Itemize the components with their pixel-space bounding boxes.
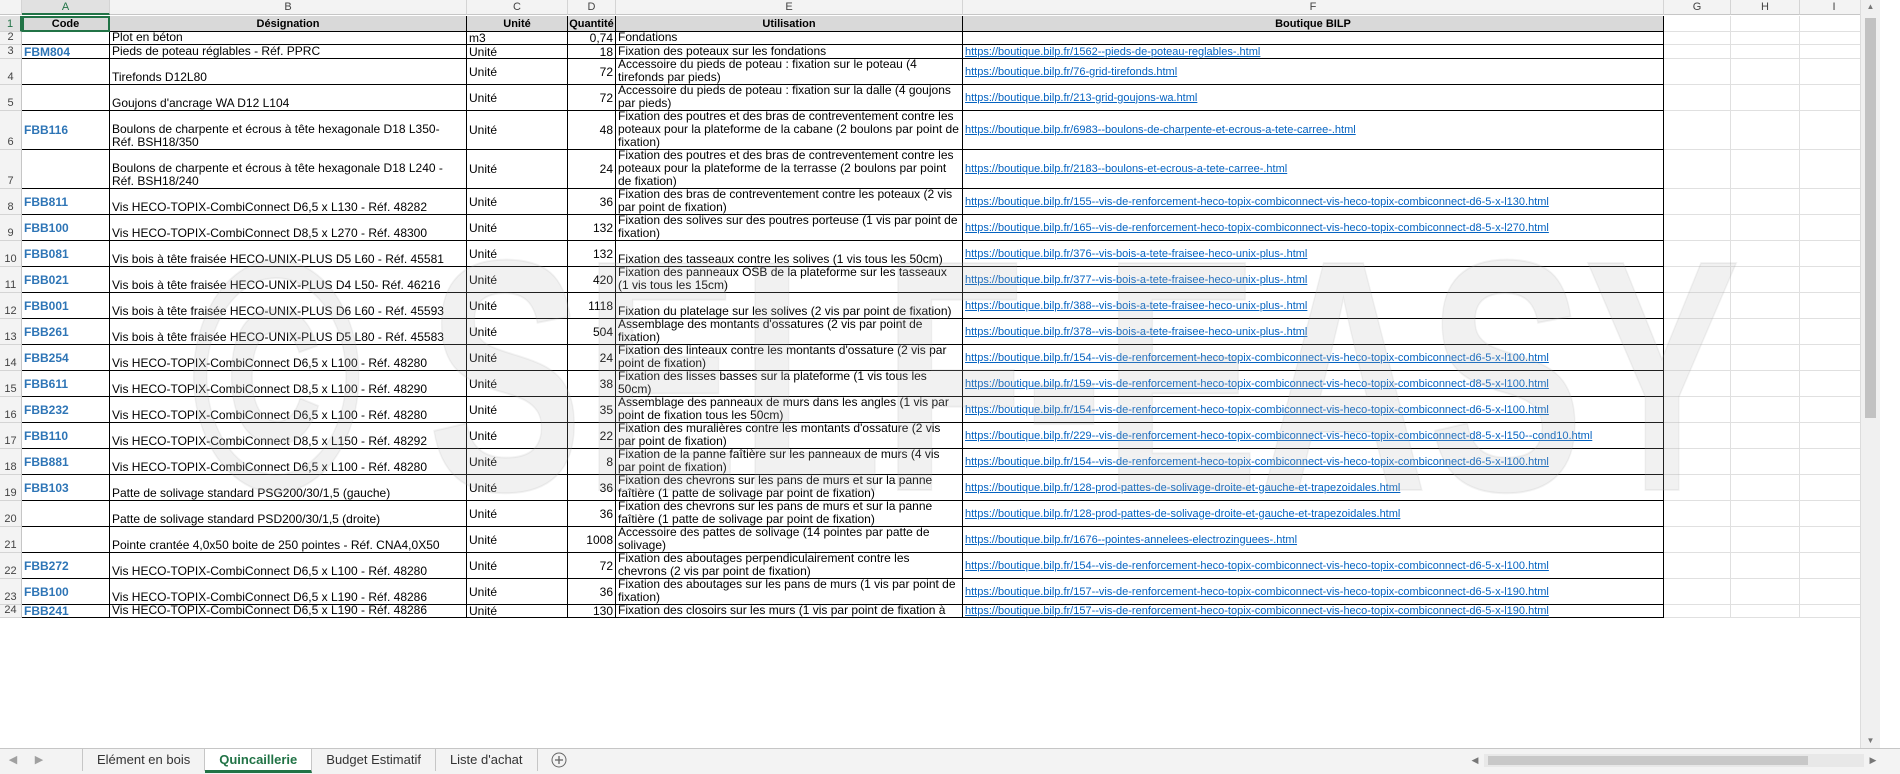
column-header[interactable]: B	[110, 0, 467, 15]
code-cell[interactable]: FBB241	[22, 605, 110, 618]
code-cell[interactable]: FBB881	[22, 449, 110, 475]
scroll-up-icon[interactable]: ▲	[1866, 2, 1875, 11]
boutique-link[interactable]: https://boutique.bilp.fr/377--vis-bois-a-tete-fraisee-heco-unix-plus-.html	[963, 267, 1664, 293]
boutique-link[interactable]	[963, 32, 1664, 45]
quantite-cell[interactable]: 1118	[568, 293, 616, 319]
utilisation-cell[interactable]: Fixation des poutres et des bras de contreventement contre les poteaux pour la plateforme de la cabane (2 boulons par point de fixation)	[616, 111, 963, 150]
unite-cell[interactable]: Unité	[467, 553, 568, 579]
unite-cell[interactable]: Unité	[467, 241, 568, 267]
sheet-tab[interactable]: Liste d'achat	[436, 749, 538, 771]
code-cell[interactable]: FBB103	[22, 475, 110, 501]
empty-cell[interactable]	[1800, 215, 1869, 241]
unite-cell[interactable]: m3	[467, 32, 568, 45]
row-number[interactable]: 9	[0, 215, 22, 241]
quantite-cell[interactable]: 36	[568, 475, 616, 501]
designation-cell[interactable]: Goujons d'ancrage WA D12 L104	[110, 85, 467, 111]
table-row	[0, 111, 1880, 150]
empty-cell[interactable]	[1800, 397, 1869, 423]
row-number[interactable]: 13	[0, 319, 22, 345]
empty-cell[interactable]	[1731, 319, 1800, 345]
designation-cell[interactable]: Vis HECO-TOPIX-CombiConnect D6,5 x L100 - Réf. 48280	[110, 449, 467, 475]
table-row	[0, 45, 1880, 59]
designation-cell[interactable]: Boulons de charpente et écrous à tête hexagonale D18 L350- Réf. BSH18/350	[110, 111, 467, 150]
unite-cell[interactable]: Unité	[467, 527, 568, 553]
boutique-link[interactable]: https://boutique.bilp.fr/378--vis-bois-a-tete-fraisee-heco-unix-plus-.html	[963, 319, 1664, 345]
scroll-down-icon[interactable]: ▼	[1866, 736, 1875, 745]
empty-cell[interactable]	[1664, 579, 1731, 605]
sheet-tab[interactable]: Elément en bois	[82, 749, 205, 771]
empty-cell[interactable]	[1664, 45, 1731, 59]
row-number[interactable]: 15	[0, 371, 22, 397]
vertical-scroll-thumb[interactable]	[1865, 18, 1876, 418]
table-row	[0, 397, 1880, 423]
column-header[interactable]: I	[1800, 0, 1869, 15]
header-row	[0, 16, 1880, 32]
header-quantite[interactable]: Quantité	[568, 16, 616, 32]
utilisation-cell[interactable]: Fixation des poteaux sur les fondations	[616, 45, 963, 59]
quantite-cell[interactable]: 36	[568, 579, 616, 605]
header-designation[interactable]: Désignation	[110, 16, 467, 32]
quantite-cell[interactable]: 24	[568, 345, 616, 371]
code-cell[interactable]: FBB261	[22, 319, 110, 345]
empty-cell[interactable]	[1664, 267, 1731, 293]
quantite-cell[interactable]: 1008	[568, 527, 616, 553]
scroll-right-icon[interactable]: ▶	[1869, 755, 1877, 765]
unite-cell[interactable]: Unité	[467, 111, 568, 150]
empty-cell[interactable]	[1731, 16, 1800, 32]
boutique-link[interactable]: https://boutique.bilp.fr/6983--boulons-de-charpente-et-ecrous-a-tete-carree-.html	[963, 111, 1664, 150]
designation-cell[interactable]: Vis HECO-TOPIX-CombiConnect D6,5 x L190 - Réf. 48286	[110, 605, 467, 618]
column-header[interactable]: E	[616, 0, 963, 15]
empty-cell[interactable]	[1731, 189, 1800, 215]
header-boutique[interactable]: Boutique BILP	[963, 16, 1664, 32]
empty-cell[interactable]	[1664, 345, 1731, 371]
boutique-link[interactable]: https://boutique.bilp.fr/154--vis-de-renforcement-heco-topix-combiconnect-vis-heco-topix-combiconnect-d6-5-x-l100.html	[963, 397, 1664, 423]
utilisation-cell[interactable]: Assemblage des montants d'ossatures (2 vis par point de fixation)	[616, 319, 963, 345]
empty-cell[interactable]	[1800, 449, 1869, 475]
designation-cell[interactable]: Boulons de charpente et écrous à tête hexagonale D18 L240 - Réf. BSH18/240	[110, 150, 467, 189]
row-number[interactable]: 6	[0, 111, 22, 150]
empty-cell[interactable]	[1731, 59, 1800, 85]
quantite-cell[interactable]: 72	[568, 85, 616, 111]
code-cell[interactable]	[22, 85, 110, 111]
row-number[interactable]: 20	[0, 501, 22, 527]
utilisation-cell[interactable]: Fixation des bras de contreventement contre les poteaux (2 vis par point de fixation)	[616, 189, 963, 215]
boutique-link[interactable]: https://boutique.bilp.fr/159--vis-de-renforcement-heco-topix-combiconnect-vis-heco-topix-combiconnect-d8-5-x-l100.html	[963, 371, 1664, 397]
code-cell[interactable]: FBB081	[22, 241, 110, 267]
table-row	[0, 32, 1880, 45]
designation-cell[interactable]: Vis HECO-TOPIX-CombiConnect D6,5 x L130 - Réf. 48282	[110, 189, 467, 215]
empty-cell[interactable]	[1800, 345, 1869, 371]
empty-cell[interactable]	[1800, 553, 1869, 579]
designation-cell[interactable]: Vis bois à tête fraisée HECO-UNIX-PLUS D6 L60 - Réf. 45593	[110, 293, 467, 319]
column-header[interactable]: F	[963, 0, 1664, 15]
designation-cell[interactable]: Tirefonds D12L80	[110, 59, 467, 85]
utilisation-cell[interactable]: Fixation des aboutages sur les pans de murs (1 vis par point de fixation)	[616, 579, 963, 605]
code-cell[interactable]	[22, 59, 110, 85]
empty-cell[interactable]	[1800, 527, 1869, 553]
empty-cell[interactable]	[1664, 553, 1731, 579]
empty-cell[interactable]	[1731, 111, 1800, 150]
table-row	[0, 215, 1880, 241]
empty-cell[interactable]	[1664, 605, 1731, 618]
quantite-cell[interactable]: 38	[568, 371, 616, 397]
empty-cell[interactable]	[1731, 293, 1800, 319]
quantite-cell[interactable]: 18	[568, 45, 616, 59]
table-row	[0, 85, 1880, 111]
row-number[interactable]: 3	[0, 45, 22, 59]
empty-cell[interactable]	[1664, 32, 1731, 45]
empty-cell[interactable]	[1664, 16, 1731, 32]
column-header[interactable]: H	[1731, 0, 1800, 15]
boutique-link[interactable]: https://boutique.bilp.fr/154--vis-de-renforcement-heco-topix-combiconnect-vis-heco-topix-combiconnect-d6-5-x-l100.html	[963, 345, 1664, 371]
row-number[interactable]: 23	[0, 579, 22, 605]
empty-cell[interactable]	[1800, 111, 1869, 150]
boutique-link[interactable]: https://boutique.bilp.fr/128-prod-pattes-de-solivage-droite-et-gauche-et-trapezoidales.html	[963, 475, 1664, 501]
row-number[interactable]: 2	[0, 32, 22, 45]
boutique-link[interactable]: https://boutique.bilp.fr/376--vis-bois-a-tete-fraisee-heco-unix-plus-.html	[963, 241, 1664, 267]
boutique-link[interactable]: https://boutique.bilp.fr/155--vis-de-renforcement-heco-topix-combiconnect-vis-heco-topix-combiconnect-d6-5-x-l130.html	[963, 189, 1664, 215]
boutique-link[interactable]: https://boutique.bilp.fr/2183--boulons-et-ecrous-a-tete-carree-.html	[963, 150, 1664, 189]
empty-cell[interactable]	[1800, 293, 1869, 319]
table-row	[0, 423, 1880, 449]
empty-cell[interactable]	[1664, 85, 1731, 111]
unite-cell[interactable]: Unité	[467, 45, 568, 59]
empty-cell[interactable]	[1731, 553, 1800, 579]
empty-cell[interactable]	[1664, 527, 1731, 553]
boutique-link[interactable]: https://boutique.bilp.fr/128-prod-pattes-de-solivage-droite-et-gauche-et-trapezoidales.html	[963, 501, 1664, 527]
boutique-link[interactable]: https://boutique.bilp.fr/388--vis-bois-a-tete-fraisee-heco-unix-plus-.html	[963, 293, 1664, 319]
empty-cell[interactable]	[1800, 59, 1869, 85]
empty-cell[interactable]	[1731, 397, 1800, 423]
code-cell[interactable]	[22, 32, 110, 45]
utilisation-cell[interactable]: Fixation des aboutages perpendiculairement contre les chevrons (2 vis par point de fixation)	[616, 553, 963, 579]
empty-cell[interactable]	[1731, 501, 1800, 527]
table-row	[0, 267, 1880, 293]
code-cell[interactable]: FBB100	[22, 579, 110, 605]
unite-cell[interactable]: Unité	[467, 605, 568, 618]
row-number[interactable]: 11	[0, 267, 22, 293]
empty-cell[interactable]	[1664, 241, 1731, 267]
designation-cell[interactable]: Vis HECO-TOPIX-CombiConnect D6,5 x L100 - Réf. 48280	[110, 345, 467, 371]
unite-cell[interactable]: Unité	[467, 475, 568, 501]
sheet-tabs	[82, 749, 538, 773]
designation-cell[interactable]: Vis bois à tête fraisée HECO-UNIX-PLUS D5 L60 - Réf. 45581	[110, 241, 467, 267]
row-number[interactable]: 24	[0, 605, 22, 618]
unite-cell[interactable]: Unité	[467, 293, 568, 319]
row-number[interactable]: 21	[0, 527, 22, 553]
empty-cell[interactable]	[1731, 241, 1800, 267]
unite-cell[interactable]: Unité	[467, 449, 568, 475]
empty-cell[interactable]	[1731, 449, 1800, 475]
table-row	[0, 345, 1880, 371]
row-number[interactable]: 14	[0, 345, 22, 371]
code-cell[interactable]: FBM804	[22, 45, 110, 59]
utilisation-cell[interactable]: Fixation des poutres et des bras de contreventement contre les poteaux pour la plateforme de la terrasse (2 boulons par point de fixation)	[616, 150, 963, 189]
table-row	[0, 241, 1880, 267]
boutique-link[interactable]: https://boutique.bilp.fr/154--vis-de-renforcement-heco-topix-combiconnect-vis-heco-topix-combiconnect-d6-5-x-l100.html	[963, 553, 1664, 579]
empty-cell[interactable]	[1664, 397, 1731, 423]
quantite-cell[interactable]: 504	[568, 319, 616, 345]
horizontal-scroll-thumb[interactable]	[1488, 756, 1808, 765]
column-header[interactable]: A	[22, 0, 110, 15]
designation-cell[interactable]: Pieds de poteau réglables - Réf. PPRC	[110, 45, 467, 59]
column-headers	[0, 0, 1880, 16]
empty-cell[interactable]	[1664, 111, 1731, 150]
sheet-tab[interactable]: Budget Estimatif	[312, 749, 436, 771]
boutique-link[interactable]: https://boutique.bilp.fr/154--vis-de-renforcement-heco-topix-combiconnect-vis-heco-topix-combiconnect-d6-5-x-l100.html	[963, 449, 1664, 475]
quantite-cell[interactable]: 24	[568, 150, 616, 189]
row-number[interactable]: 16	[0, 397, 22, 423]
utilisation-cell[interactable]: Fixation des lisses basses sur la plateforme (1 vis tous les 50cm)	[616, 371, 963, 397]
empty-cell[interactable]	[1800, 16, 1869, 32]
utilisation-cell[interactable]: Fixation de la panne faîtière sur les panneaux de murs (4 vis par point de fixation)	[616, 449, 963, 475]
empty-cell[interactable]	[1664, 215, 1731, 241]
quantite-cell[interactable]: 8	[568, 449, 616, 475]
row-number[interactable]: 12	[0, 293, 22, 319]
utilisation-cell[interactable]: Fixation des linteaux contre les montants d'ossature (2 vis par point de fixation)	[616, 345, 963, 371]
unite-cell[interactable]: Unité	[467, 371, 568, 397]
watermark-text: © SELF-EASY	[190, 191, 1740, 560]
utilisation-cell[interactable]: Fixation des tasseaux contre les solives (1 vis tous les 50cm)	[616, 241, 963, 267]
empty-cell[interactable]	[1664, 449, 1731, 475]
designation-cell[interactable]: Vis HECO-TOPIX-CombiConnect D6,5 x L190 - Réf. 48286	[110, 579, 467, 605]
empty-cell[interactable]	[1664, 189, 1731, 215]
select-all-corner[interactable]	[0, 0, 22, 15]
code-cell[interactable]	[22, 150, 110, 189]
quantite-cell[interactable]: 48	[568, 111, 616, 150]
designation-cell[interactable]: Plot en béton	[110, 32, 467, 45]
empty-cell[interactable]	[1664, 475, 1731, 501]
unite-cell[interactable]: Unité	[467, 345, 568, 371]
sheet-rows	[0, 16, 1880, 618]
quantite-cell[interactable]: 72	[568, 59, 616, 85]
code-cell[interactable]: FBB001	[22, 293, 110, 319]
column-header[interactable]: D	[568, 0, 616, 15]
row-number[interactable]: 8	[0, 189, 22, 215]
code-cell[interactable]: FBB116	[22, 111, 110, 150]
row-number[interactable]: 5	[0, 85, 22, 111]
utilisation-cell[interactable]: Accessoire du pieds de poteau : fixation sur le poteau (4 tirefonds par pieds)	[616, 59, 963, 85]
designation-cell[interactable]: Vis HECO-TOPIX-CombiConnect D6,5 x L100 - Réf. 48280	[110, 553, 467, 579]
empty-cell[interactable]	[1731, 45, 1800, 59]
table-row	[0, 371, 1880, 397]
table-row	[0, 579, 1880, 605]
unite-cell[interactable]: Unité	[467, 215, 568, 241]
unite-cell[interactable]: Unité	[467, 85, 568, 111]
empty-cell[interactable]	[1731, 267, 1800, 293]
table-row	[0, 189, 1880, 215]
designation-cell[interactable]: Vis HECO-TOPIX-CombiConnect D6,5 x L100 - Réf. 48280	[110, 397, 467, 423]
designation-cell[interactable]: Pointe crantée 4,0x50 boite de 250 pointes - Réf. CNA4,0X50	[110, 527, 467, 553]
unite-cell[interactable]: Unité	[467, 579, 568, 605]
designation-cell[interactable]: Vis HECO-TOPIX-CombiConnect D8,5 x L270 - Réf. 48300	[110, 215, 467, 241]
header-unite[interactable]: Unité	[467, 16, 568, 32]
unite-cell[interactable]: Unité	[467, 397, 568, 423]
utilisation-cell[interactable]: Fondations	[616, 32, 963, 45]
table-row	[0, 527, 1880, 553]
unite-cell[interactable]: Unité	[467, 501, 568, 527]
scroll-left-icon[interactable]: ◀	[1471, 755, 1479, 765]
code-cell[interactable]: FBB811	[22, 189, 110, 215]
boutique-link[interactable]: https://boutique.bilp.fr/1562--pieds-de-poteau-reglables-.html	[963, 45, 1664, 59]
table-row	[0, 449, 1880, 475]
row-number[interactable]: 1	[0, 16, 22, 32]
row-number[interactable]: 4	[0, 59, 22, 85]
table-row	[0, 605, 1880, 618]
unite-cell[interactable]: Unité	[467, 150, 568, 189]
quantite-cell[interactable]: 130	[568, 605, 616, 618]
empty-cell[interactable]	[1731, 215, 1800, 241]
code-cell[interactable]: FBB110	[22, 423, 110, 449]
empty-cell[interactable]	[1800, 85, 1869, 111]
horizontal-scrollbar[interactable]	[1468, 752, 1880, 769]
empty-cell[interactable]	[1800, 241, 1869, 267]
horizontal-scroll-track[interactable]	[1484, 754, 1864, 767]
empty-cell[interactable]	[1800, 371, 1869, 397]
utilisation-cell[interactable]: Fixation des solives sur des poutres porteuse (1 vis par point de fixation)	[616, 215, 963, 241]
header-code[interactable]: Code	[22, 16, 110, 32]
empty-cell[interactable]	[1731, 345, 1800, 371]
code-cell[interactable]: FBB254	[22, 345, 110, 371]
prev-sheet-icon[interactable]: ◀	[8, 754, 18, 766]
empty-cell[interactable]	[1664, 150, 1731, 189]
table-row	[0, 501, 1880, 527]
boutique-link[interactable]: https://boutique.bilp.fr/229--vis-de-renforcement-heco-topix-combiconnect-vis-heco-topix-combiconnect-d8-5-x-l150--cond10.html	[963, 423, 1664, 449]
code-cell[interactable]: FBB021	[22, 267, 110, 293]
quantite-cell[interactable]: 0,74	[568, 32, 616, 45]
unite-cell[interactable]: Unité	[467, 267, 568, 293]
empty-cell[interactable]	[1664, 319, 1731, 345]
row-number[interactable]: 22	[0, 553, 22, 579]
empty-cell[interactable]	[1800, 423, 1869, 449]
next-sheet-icon[interactable]: ▶	[34, 754, 44, 766]
utilisation-cell[interactable]: Accessoire du pieds de poteau : fixation sur la dalle (4 goujons par pieds)	[616, 85, 963, 111]
empty-cell[interactable]	[1800, 319, 1869, 345]
empty-cell[interactable]	[1800, 150, 1869, 189]
quantite-cell[interactable]: 36	[568, 501, 616, 527]
quantite-cell[interactable]: 132	[568, 215, 616, 241]
add-sheet-icon	[551, 752, 567, 768]
column-header[interactable]: C	[467, 0, 568, 15]
row-number[interactable]: 17	[0, 423, 22, 449]
add-sheet-button[interactable]	[544, 749, 574, 771]
empty-cell[interactable]	[1731, 527, 1800, 553]
row-number[interactable]: 10	[0, 241, 22, 267]
boutique-link[interactable]: https://boutique.bilp.fr/157--vis-de-renforcement-heco-topix-combiconnect-vis-heco-topix-combiconnect-d6-5-x-l190.html	[963, 579, 1664, 605]
empty-cell[interactable]	[1731, 371, 1800, 397]
code-cell[interactable]: FBB100	[22, 215, 110, 241]
boutique-link[interactable]: https://boutique.bilp.fr/213-grid-goujons-wa.html	[963, 85, 1664, 111]
quantite-cell[interactable]: 22	[568, 423, 616, 449]
row-number[interactable]: 19	[0, 475, 22, 501]
utilisation-cell[interactable]: Fixation des chevrons sur les pans de murs et sur la panne faîtière (1 patte de solivage par point de fixation)	[616, 501, 963, 527]
code-cell[interactable]	[22, 527, 110, 553]
unite-cell[interactable]: Unité	[467, 319, 568, 345]
utilisation-cell[interactable]: Fixation des chevrons sur les pans de murs et sur la panne faîtière (1 patte de solivage par point de fixation)	[616, 475, 963, 501]
utilisation-cell[interactable]: Fixation du platelage sur les solives (2 vis par point de fixation)	[616, 293, 963, 319]
code-cell[interactable]	[22, 501, 110, 527]
empty-cell[interactable]	[1731, 150, 1800, 189]
table-row	[0, 553, 1880, 579]
empty-cell[interactable]	[1731, 423, 1800, 449]
empty-cell[interactable]	[1664, 423, 1731, 449]
empty-cell[interactable]	[1800, 475, 1869, 501]
quantite-cell[interactable]: 72	[568, 553, 616, 579]
empty-cell[interactable]	[1800, 189, 1869, 215]
vertical-scrollbar[interactable]	[1860, 0, 1880, 748]
quantite-cell[interactable]: 420	[568, 267, 616, 293]
designation-cell[interactable]: Patte de solivage standard PSG200/30/1,5 (gauche)	[110, 475, 467, 501]
code-cell[interactable]: FBB611	[22, 371, 110, 397]
empty-cell[interactable]	[1800, 267, 1869, 293]
unite-cell[interactable]: Unité	[467, 423, 568, 449]
empty-cell[interactable]	[1800, 45, 1869, 59]
empty-cell[interactable]	[1800, 501, 1869, 527]
header-utilisation[interactable]: Utilisation	[616, 16, 963, 32]
sheet-tab-bar	[0, 748, 1900, 774]
empty-cell[interactable]	[1731, 605, 1800, 618]
empty-cell[interactable]	[1800, 579, 1869, 605]
utilisation-cell[interactable]: Accessoire des pattes de solivage (14 pointes par patte de solivage)	[616, 527, 963, 553]
code-cell[interactable]: FBB272	[22, 553, 110, 579]
row-number[interactable]: 18	[0, 449, 22, 475]
utilisation-cell[interactable]: Assemblage des panneaux de murs dans les angles (1 vis par point de fixation tous les 50cm)	[616, 397, 963, 423]
table-row	[0, 150, 1880, 189]
designation-cell[interactable]: Vis bois à tête fraisée HECO-UNIX-PLUS D4 L50- Réf. 46216	[110, 267, 467, 293]
empty-cell[interactable]	[1800, 32, 1869, 45]
table-row	[0, 59, 1880, 85]
empty-cell[interactable]	[1731, 475, 1800, 501]
utilisation-cell[interactable]: Fixation des panneaux OSB de la plateforme sur les tasseaux (1 vis tous les 15cm)	[616, 267, 963, 293]
quantite-cell[interactable]: 36	[568, 189, 616, 215]
boutique-link[interactable]: https://boutique.bilp.fr/76-grid-tirefonds.html	[963, 59, 1664, 85]
boutique-link[interactable]: https://boutique.bilp.fr/165--vis-de-renforcement-heco-topix-combiconnect-vis-heco-topix-combiconnect-d8-5-x-l270.html	[963, 215, 1664, 241]
boutique-link[interactable]: https://boutique.bilp.fr/157--vis-de-renforcement-heco-topix-combiconnect-vis-heco-topix-combiconnect-d6-5-x-l190.html	[963, 605, 1664, 618]
table-row	[0, 319, 1880, 345]
empty-cell[interactable]	[1664, 371, 1731, 397]
empty-cell[interactable]	[1731, 579, 1800, 605]
table-row	[0, 475, 1880, 501]
empty-cell[interactable]	[1731, 32, 1800, 45]
empty-cell[interactable]	[1664, 293, 1731, 319]
designation-cell[interactable]: Patte de solivage standard PSD200/30/1,5 (droite)	[110, 501, 467, 527]
column-header[interactable]: G	[1664, 0, 1731, 15]
code-cell[interactable]: FBB232	[22, 397, 110, 423]
boutique-link[interactable]: https://boutique.bilp.fr/1676--pointes-annelees-electrozinguees-.html	[963, 527, 1664, 553]
empty-cell[interactable]	[1664, 501, 1731, 527]
designation-cell[interactable]: Vis bois à tête fraisée HECO-UNIX-PLUS D5 L80 - Réf. 45583	[110, 319, 467, 345]
unite-cell[interactable]: Unité	[467, 189, 568, 215]
designation-cell[interactable]: Vis HECO-TOPIX-CombiConnect D8,5 x L150 - Réf. 48292	[110, 423, 467, 449]
quantite-cell[interactable]: 132	[568, 241, 616, 267]
unite-cell[interactable]: Unité	[467, 59, 568, 85]
row-number[interactable]: 7	[0, 150, 22, 189]
designation-cell[interactable]: Vis HECO-TOPIX-CombiConnect D8,5 x L100 - Réf. 48290	[110, 371, 467, 397]
empty-cell[interactable]	[1731, 85, 1800, 111]
sheet-tab[interactable]: Quincaillerie	[205, 749, 312, 773]
utilisation-cell[interactable]: Fixation des muralières contre les montants d'ossature (2 vis par point de fixation)	[616, 423, 963, 449]
quantite-cell[interactable]: 35	[568, 397, 616, 423]
empty-cell[interactable]	[1664, 59, 1731, 85]
table-row	[0, 293, 1880, 319]
utilisation-cell[interactable]: Fixation des closoirs sur les murs (1 vis par point de fixation à	[616, 605, 963, 618]
empty-cell[interactable]	[1800, 605, 1869, 618]
